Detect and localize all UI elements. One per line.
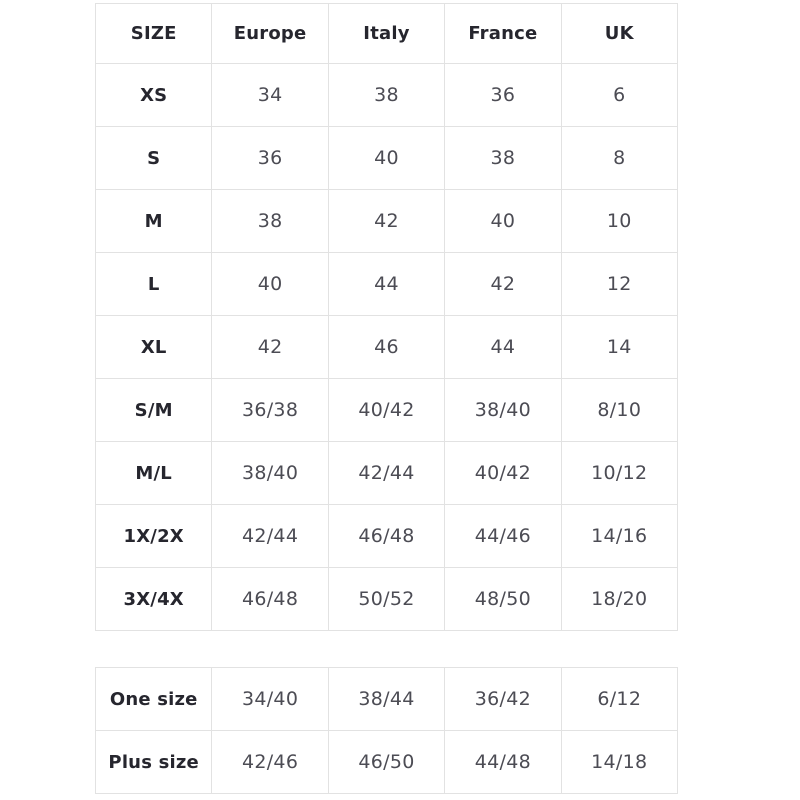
size-label: S [96,127,212,190]
table-row [96,316,678,379]
europe-value: 36 [212,127,328,190]
europe-value: 34 [212,64,328,127]
italy-value: 38/44 [328,668,444,731]
column-header-uk: UK [561,4,677,64]
uk-value: 8/10 [561,379,677,442]
column-header-italy: Italy [328,4,444,64]
italy-value: 40/42 [328,379,444,442]
italy-value: 40 [328,127,444,190]
uk-value: 10/12 [561,442,677,505]
table-row [96,505,678,568]
france-value: 44 [445,316,561,379]
uk-value: 14 [561,316,677,379]
europe-value: 36/38 [212,379,328,442]
size-label: M [96,190,212,253]
uk-value: 6 [561,64,677,127]
table-row [96,731,678,794]
table-header-row [96,4,678,64]
size-label: 1X/2X [96,505,212,568]
france-value: 44/48 [445,731,561,794]
table-row [96,568,678,631]
italy-value: 46 [328,316,444,379]
france-value: 48/50 [445,568,561,631]
size-label: L [96,253,212,316]
size-conversion-table [95,3,678,631]
table-row [96,127,678,190]
uk-value: 14/16 [561,505,677,568]
france-value: 38 [445,127,561,190]
size-label: M/L [96,442,212,505]
size-label: 3X/4X [96,568,212,631]
europe-value: 38/40 [212,442,328,505]
uk-value: 10 [561,190,677,253]
italy-value: 44 [328,253,444,316]
europe-value: 42/46 [212,731,328,794]
uk-value: 6/12 [561,668,677,731]
italy-value: 46/48 [328,505,444,568]
italy-value: 38 [328,64,444,127]
italy-value: 50/52 [328,568,444,631]
france-value: 42 [445,253,561,316]
france-value: 36/42 [445,668,561,731]
uk-value: 14/18 [561,731,677,794]
size-label: S/M [96,379,212,442]
column-header-europe: Europe [212,4,328,64]
table-row [96,64,678,127]
special-sizes-table [95,667,678,794]
italy-value: 42 [328,190,444,253]
uk-value: 8 [561,127,677,190]
table-row [96,190,678,253]
europe-value: 46/48 [212,568,328,631]
size-label: One size [96,668,212,731]
table-row [96,253,678,316]
france-value: 36 [445,64,561,127]
size-label: Plus size [96,731,212,794]
italy-value: 42/44 [328,442,444,505]
table-row [96,379,678,442]
europe-value: 42/44 [212,505,328,568]
size-label: XL [96,316,212,379]
column-header-size: SIZE [96,4,212,64]
italy-value: 46/50 [328,731,444,794]
table-row [96,442,678,505]
uk-value: 12 [561,253,677,316]
uk-value: 18/20 [561,568,677,631]
france-value: 40/42 [445,442,561,505]
france-value: 40 [445,190,561,253]
europe-value: 42 [212,316,328,379]
france-value: 38/40 [445,379,561,442]
size-label: XS [96,64,212,127]
table-row [96,668,678,731]
column-header-france: France [445,4,561,64]
europe-value: 40 [212,253,328,316]
france-value: 44/46 [445,505,561,568]
europe-value: 38 [212,190,328,253]
europe-value: 34/40 [212,668,328,731]
